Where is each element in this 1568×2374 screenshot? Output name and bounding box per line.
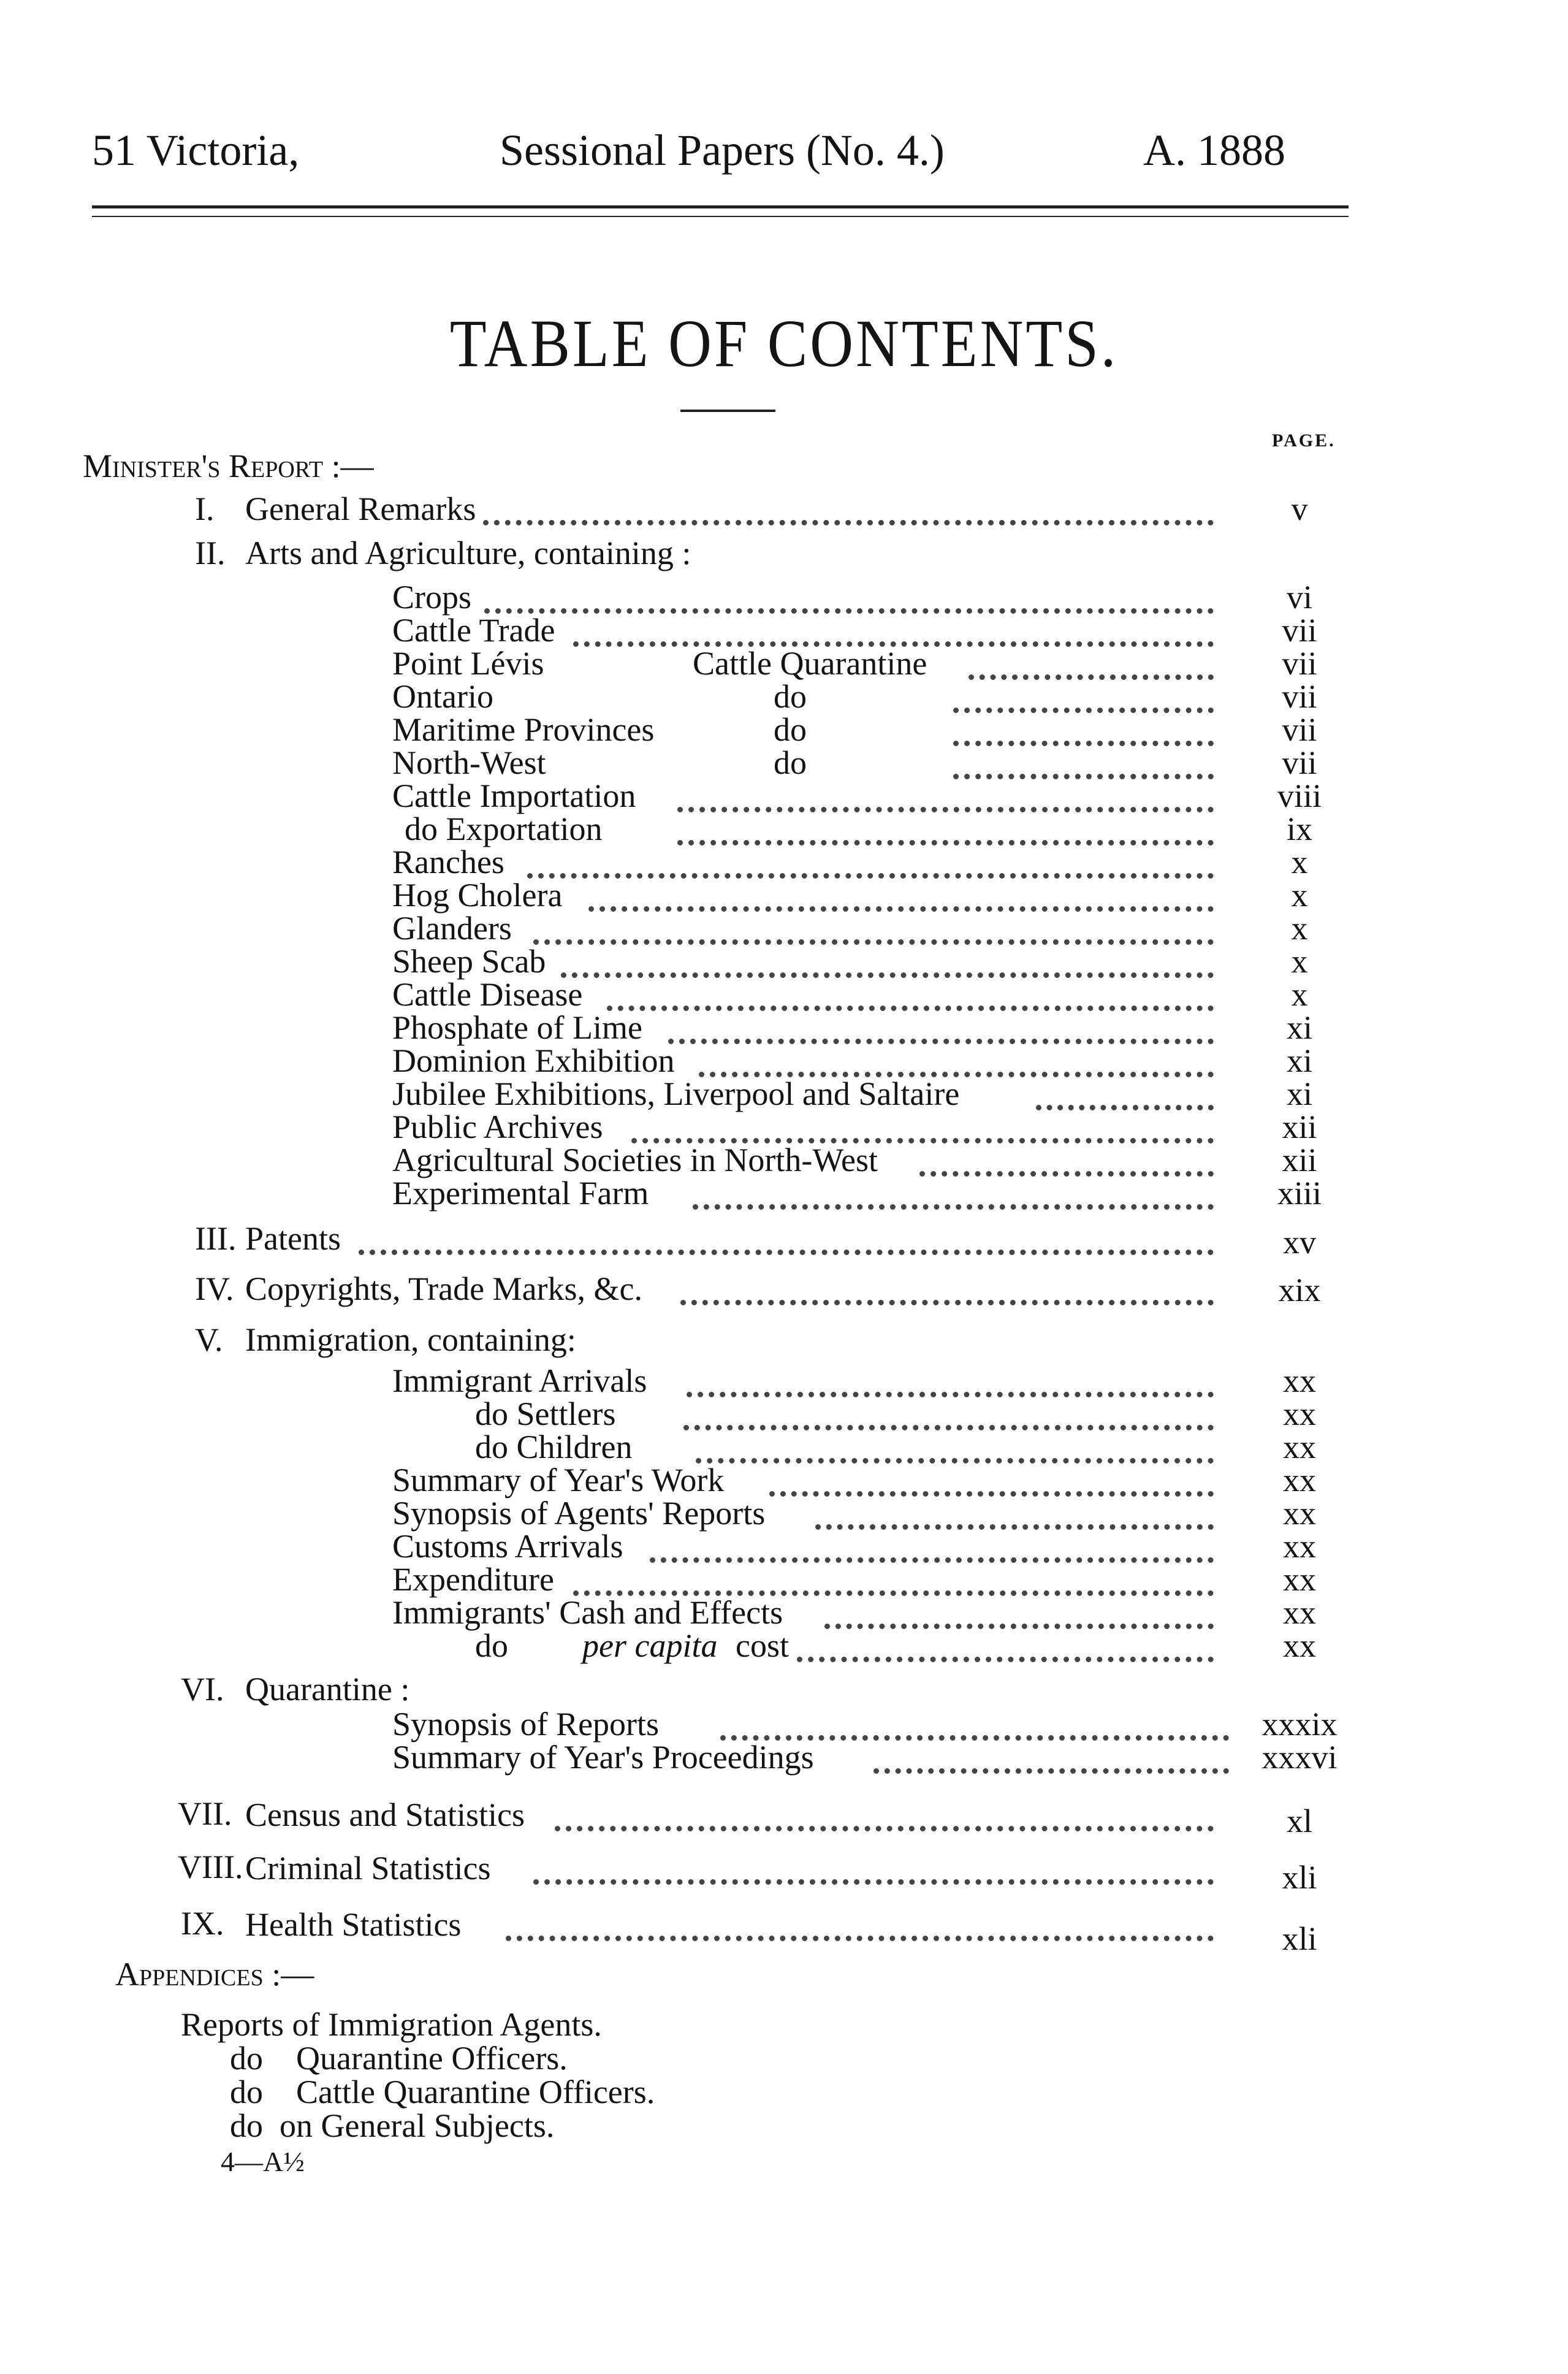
header-rule-thick — [92, 205, 1349, 208]
toc-entry-label: General Remarks — [245, 490, 476, 527]
toc-page-number: vii — [1282, 612, 1317, 649]
toc-entry-label: Cattle Trade — [392, 612, 555, 649]
toc-entry-label: Phosphate of Lime — [392, 1009, 642, 1046]
section-number: I. — [195, 490, 215, 527]
toc-page-number: xi — [1286, 1042, 1312, 1079]
dot-leader — [693, 1204, 1214, 1210]
toc-page-number: x — [1291, 910, 1308, 947]
page-title: TABLE OF CONTENTS. — [449, 307, 1119, 381]
toc-page-number: v — [1291, 490, 1308, 527]
toc-entry-label: Synopsis of Agents' Reports — [392, 1495, 766, 1532]
section-heading: Arts and Agriculture, containing : — [245, 535, 691, 571]
signature-mark: 4—A½ — [221, 2146, 305, 2177]
toc-entry-label: Sheep Scab — [392, 943, 546, 980]
dot-leader — [953, 741, 1214, 746]
toc-page-number: xxxix — [1262, 1706, 1338, 1742]
toc-entry-label: cost — [736, 1627, 789, 1664]
toc-page-number: xx — [1283, 1528, 1316, 1565]
section-number: IV. — [195, 1270, 234, 1307]
dot-leader — [506, 1936, 1214, 1941]
toc-entry-label: Public Archives — [392, 1109, 603, 1145]
dot-leader — [359, 1250, 1214, 1255]
toc-page-number: xx — [1283, 1495, 1316, 1532]
ministers-report-heading: Minister's Report :— — [83, 448, 374, 484]
page-column-label: PAGE. — [1272, 430, 1336, 451]
toc-entry-mid: do — [774, 711, 807, 748]
header-volume: 51 Victoria, — [92, 126, 300, 175]
dot-leader — [969, 674, 1214, 680]
dot-leader — [533, 1879, 1214, 1885]
title-divider — [680, 410, 775, 412]
toc-entry-label: Criminal Statistics — [245, 1850, 491, 1887]
toc-page-number: vii — [1282, 744, 1317, 781]
toc-page-number: x — [1291, 943, 1308, 980]
toc-page-number: xx — [1283, 1462, 1316, 1498]
dot-leader — [1036, 1105, 1214, 1110]
dot-leader — [919, 1171, 1214, 1177]
toc-entry-label: Hog Cholera — [392, 877, 563, 914]
toc-page-number: xli — [1282, 1859, 1317, 1896]
section-number: VIII. — [178, 1849, 243, 1885]
toc-entry-label: Ranches — [392, 844, 504, 880]
toc-entry-label: Crops — [392, 579, 472, 616]
toc-entry-label: Customs Arrivals — [392, 1528, 623, 1565]
toc-page-number: vii — [1282, 645, 1317, 682]
toc-entry-mid: do — [774, 744, 807, 781]
section-number: II. — [195, 535, 226, 571]
header-year: A. 1888 — [1143, 126, 1285, 175]
section-number: VII. — [178, 1795, 232, 1832]
toc-entry-label: Jubilee Exhibitions, Liverpool and Saltaire — [392, 1075, 960, 1112]
toc-entry-label: Cattle Disease — [392, 976, 583, 1013]
dot-leader — [588, 906, 1214, 912]
toc-page-number: vi — [1286, 579, 1312, 616]
dot-leader — [650, 1557, 1214, 1563]
appendices-heading: Appendices :— — [115, 1956, 314, 1993]
toc-entry-label: Point Lévis — [392, 645, 544, 682]
dot-leader — [607, 1006, 1214, 1011]
toc-page-number: x — [1291, 877, 1308, 914]
section-number: IX. — [181, 1905, 224, 1942]
dot-leader — [953, 774, 1214, 779]
dot-leader — [483, 520, 1214, 525]
dot-leader — [527, 873, 1214, 879]
toc-entry-mid: Cattle Quarantine — [693, 645, 927, 682]
toc-entry-label: do Settlers — [475, 1395, 616, 1432]
header-rule-thin — [92, 216, 1349, 217]
toc-entry-label: Experimental Farm — [392, 1175, 649, 1212]
toc-entry-label: Immigrants' Cash and Effects — [392, 1594, 783, 1631]
dot-leader — [687, 1392, 1214, 1397]
toc-entry-italic: per capita — [582, 1627, 718, 1664]
dot-leader — [824, 1624, 1214, 1629]
toc-entry-label: Agricultural Societies in North-West — [392, 1142, 878, 1178]
toc-page-number: x — [1291, 976, 1308, 1013]
toc-page-number: ix — [1286, 811, 1312, 847]
toc-page-number: xx — [1283, 1429, 1316, 1465]
dot-leader — [677, 840, 1214, 845]
toc-page-number: xi — [1286, 1009, 1312, 1046]
toc-page-number: xi — [1286, 1075, 1312, 1112]
toc-page-number: vii — [1282, 711, 1317, 748]
toc-entry-label: Summary of Year's Proceedings — [392, 1739, 814, 1776]
toc-page-number: xx — [1283, 1594, 1316, 1631]
toc-page-number: xx — [1283, 1362, 1316, 1399]
dot-leader — [484, 608, 1214, 614]
toc-page-number: xx — [1283, 1395, 1316, 1432]
toc-entry-label: Maritime Provinces — [392, 711, 655, 748]
toc-entry-label: Copyrights, Trade Marks, &c. — [245, 1270, 642, 1307]
dot-leader — [683, 1425, 1214, 1430]
appendix-line: Reports of Immigration Agents. — [181, 2006, 602, 2043]
dot-leader — [555, 1826, 1214, 1831]
toc-entry-label: Summary of Year's Work — [392, 1462, 725, 1498]
dot-leader — [668, 1039, 1214, 1044]
toc-page-number: xii — [1282, 1142, 1317, 1178]
toc-entry-label: Expenditure — [392, 1561, 554, 1598]
toc-entry-label: Immigrant Arrivals — [392, 1362, 647, 1399]
toc-entry-label: Census and Statistics — [245, 1796, 525, 1833]
toc-page-number: xiii — [1277, 1175, 1322, 1212]
toc-entry-label: Dominion Exhibition — [392, 1042, 675, 1079]
toc-entry-label: do Children — [475, 1429, 633, 1465]
toc-page-number: xv — [1283, 1224, 1316, 1261]
toc-page-number: xx — [1283, 1627, 1316, 1664]
toc-page-number: xx — [1283, 1561, 1316, 1598]
dot-leader — [533, 939, 1214, 945]
toc-entry-label: Health Statistics — [245, 1906, 462, 1943]
dot-leader — [680, 1300, 1214, 1305]
toc-page-number: xl — [1286, 1803, 1312, 1839]
dot-leader — [873, 1768, 1229, 1774]
dot-leader — [561, 972, 1214, 978]
toc-entry-label: Cattle Importation — [392, 777, 636, 814]
toc-entry-label: do Exportation — [405, 811, 603, 847]
toc-page-number: x — [1291, 844, 1308, 880]
toc-entry-mid: do — [774, 678, 807, 715]
toc-page-number: viii — [1277, 777, 1322, 814]
dot-leader — [769, 1491, 1214, 1497]
toc-entry-label: Glanders — [392, 910, 512, 947]
dot-leader — [953, 708, 1214, 713]
dot-leader — [815, 1524, 1214, 1530]
appendix-line: do on General Subjects. — [230, 2107, 555, 2144]
appendix-line: do Cattle Quarantine Officers. — [230, 2074, 655, 2110]
section-heading: Quarantine : — [245, 1671, 410, 1708]
dot-leader — [677, 807, 1214, 812]
toc-entry-label: Ontario — [392, 678, 493, 715]
toc-entry-label: do — [475, 1627, 508, 1664]
header-title: Sessional Papers (No. 4.) — [500, 126, 945, 175]
dot-leader — [696, 1458, 1214, 1464]
toc-entry-label: North-West — [392, 744, 546, 781]
toc-page-number: xix — [1278, 1272, 1321, 1308]
section-number: V. — [195, 1321, 223, 1358]
section-number: III. — [195, 1220, 237, 1257]
toc-page-number: xli — [1282, 1920, 1317, 1957]
toc-page-number: vii — [1282, 678, 1317, 715]
toc-entry-label: Synopsis of Reports — [392, 1706, 660, 1742]
toc-page-number: xxxvi — [1262, 1739, 1338, 1776]
dot-leader — [797, 1657, 1214, 1662]
toc-page-number: xii — [1282, 1109, 1317, 1145]
appendix-line: do Quarantine Officers. — [230, 2040, 568, 2077]
section-heading: Immigration, containing: — [245, 1321, 576, 1358]
section-number: VI. — [181, 1671, 224, 1708]
toc-entry-label: Patents — [245, 1220, 341, 1257]
